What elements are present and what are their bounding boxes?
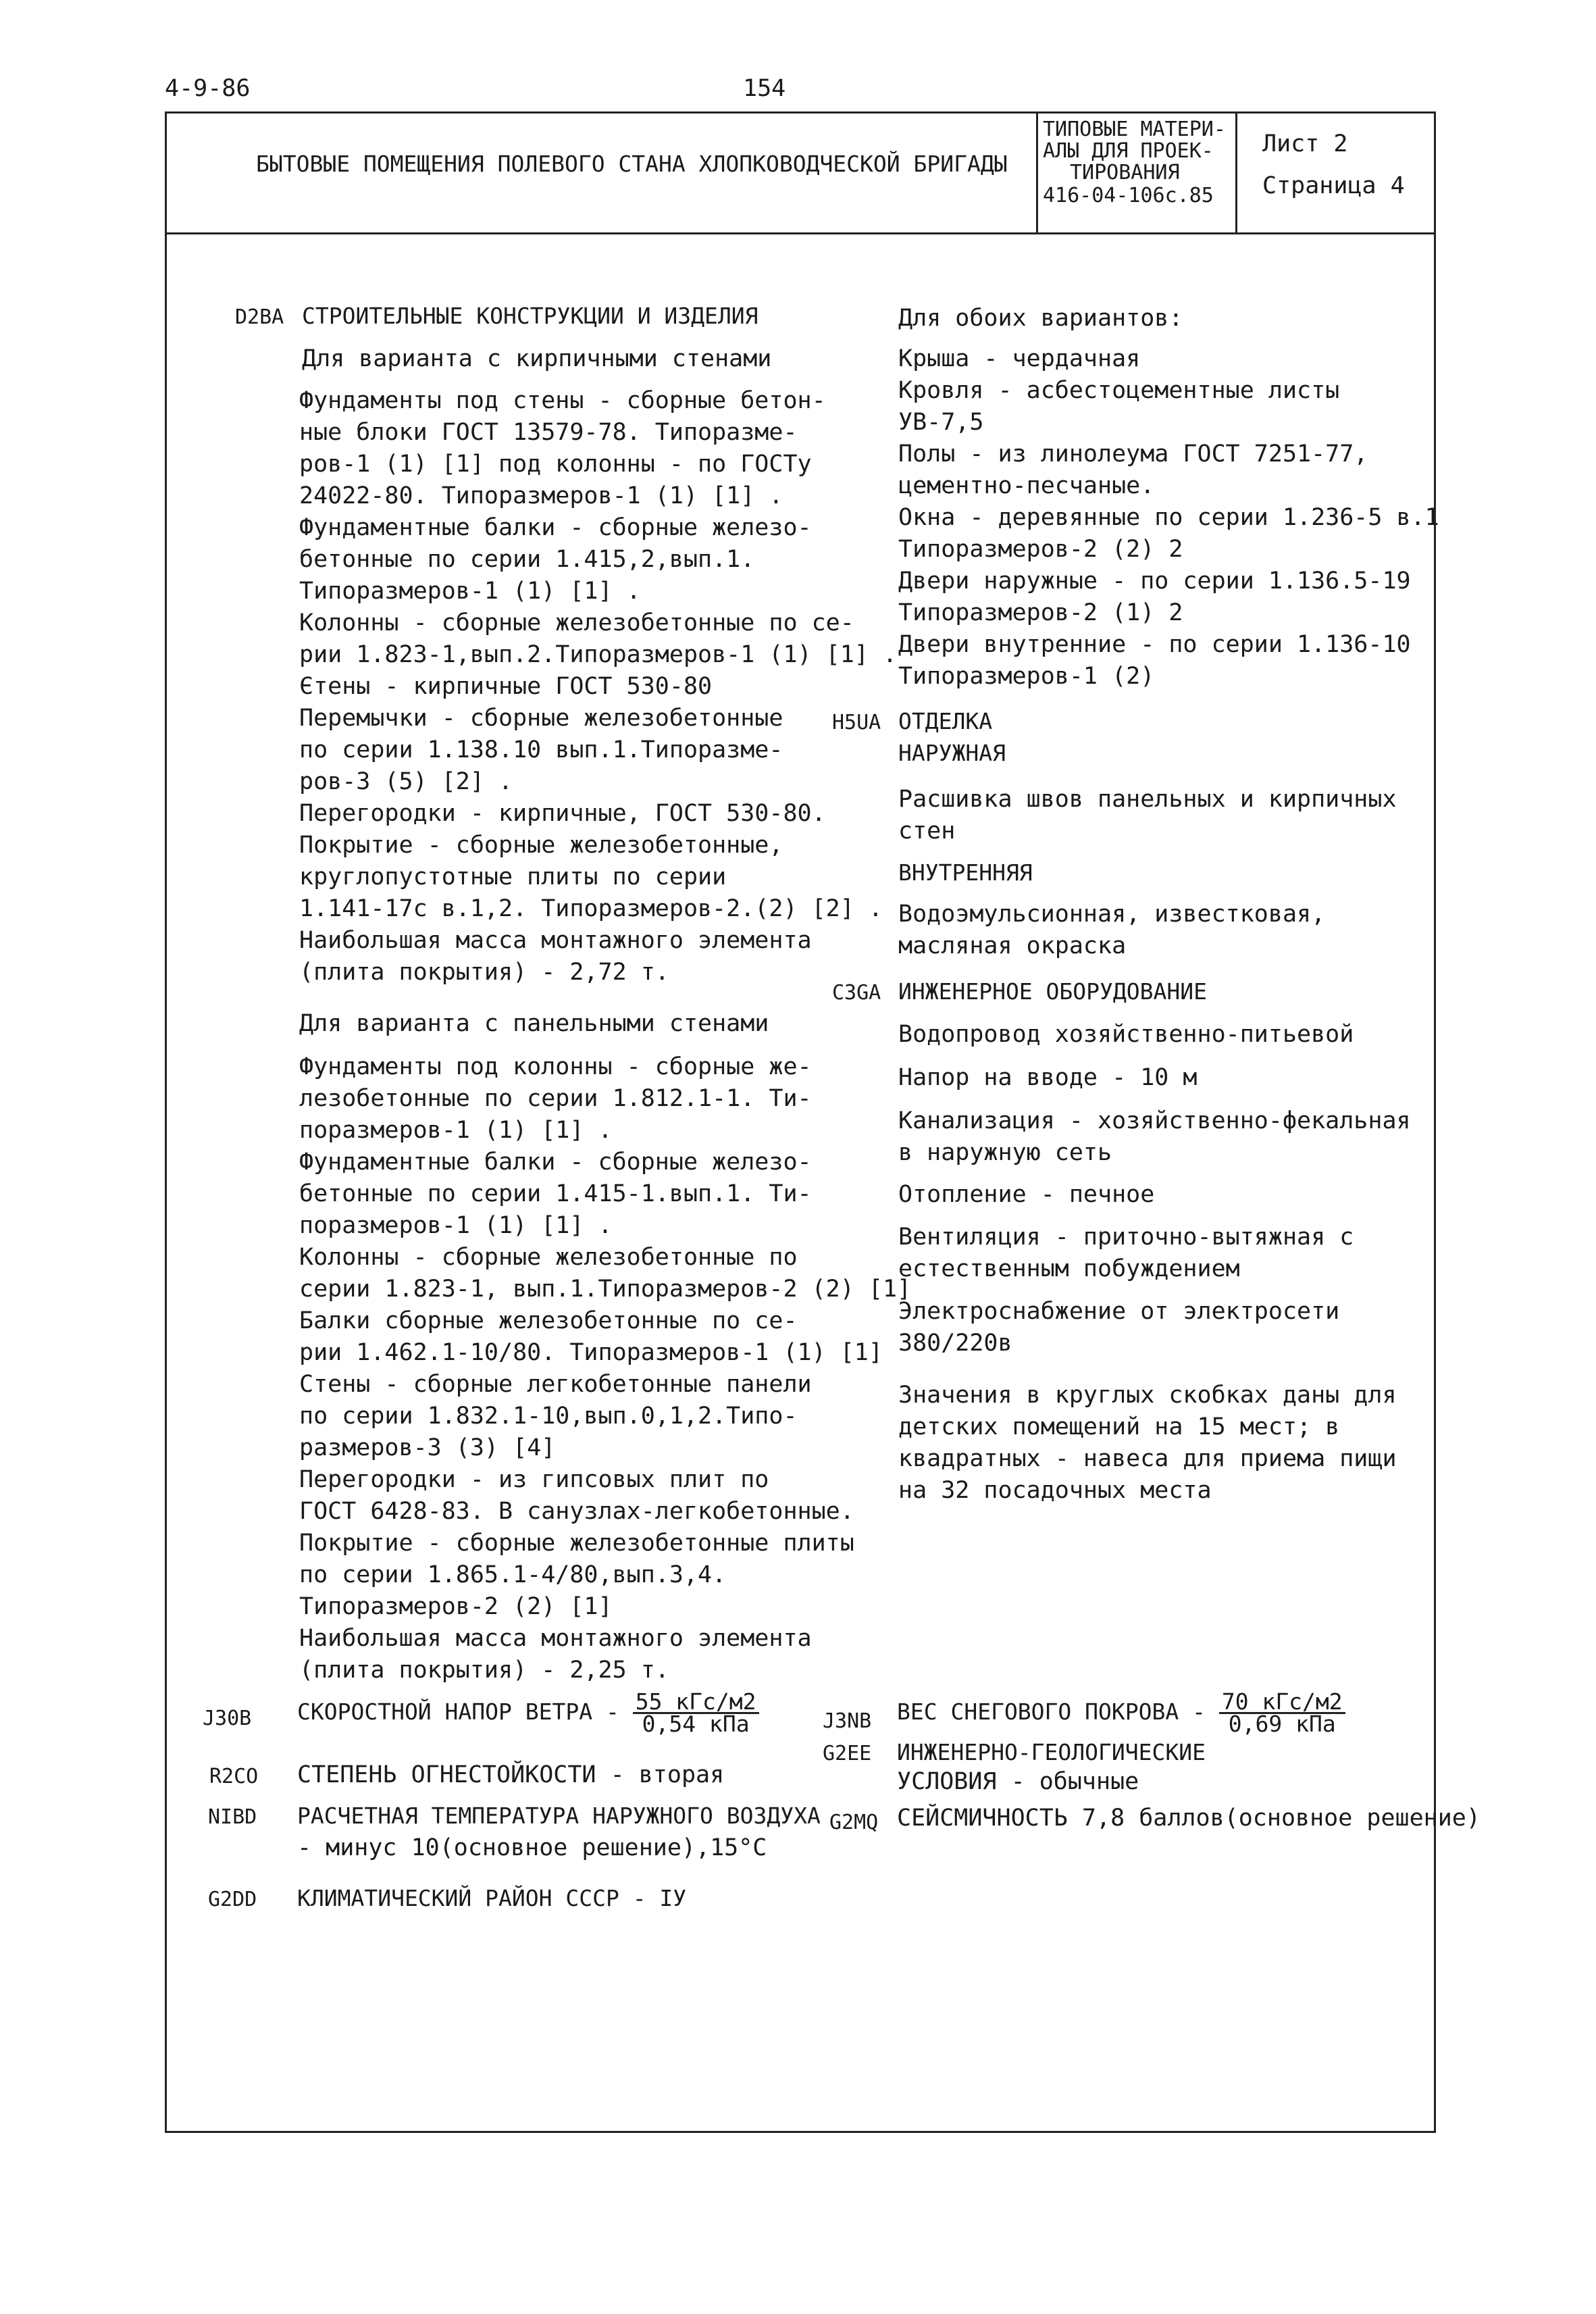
spec-line: 24022-80. Типоразмеров-1 (1) [1] . — [299, 482, 783, 509]
sheet-label: Лист 2 — [1262, 130, 1348, 157]
parameter-label: ВЕС СНЕГОВОГО ПОКРОВА - — [897, 1699, 1206, 1725]
document-code: 4-9-86 — [165, 75, 251, 102]
spec-line: Фундаменты под колонны - сборные же- — [299, 1053, 812, 1080]
parameter-code: J3NB — [823, 1709, 872, 1733]
spec-line: Канализация - хозяйственно-фекальная — [898, 1107, 1411, 1134]
spec-line: Двери наружные - по серии 1.136.5-19 — [898, 568, 1411, 595]
spec-line: Перегородки - из гипсовых плит по — [299, 1466, 769, 1493]
spec-line: Двери внутренние - по серии 1.136-10 — [898, 631, 1411, 658]
footnote — [898, 1380, 1397, 1507]
spec-line: (плита покрытия) - 2,72 т. — [299, 959, 669, 986]
inner-finish — [898, 899, 1325, 962]
subsection-heading: Для варианта с панельными стенами — [299, 1010, 769, 1037]
subsection-heading: Для варианта с кирпичными стенами — [302, 345, 772, 372]
spec-line: Типоразмеров-2 (2) 2 — [898, 536, 1183, 563]
spec-line: Типоразмеров-1 (1) [1] . — [299, 578, 641, 605]
spec-line: Покрытие - сборные железобетонные плиты — [299, 1530, 854, 1557]
spec-line: по серии 1.138.10 вып.1.Типоразме- — [299, 736, 783, 763]
parameter-code: NIBD — [208, 1805, 257, 1829]
spec-line: УВ-7,5 — [898, 409, 984, 436]
spec-line: Наибольшая масса монтажного элемента — [299, 1625, 812, 1652]
section-title: ИНЖЕНЕРНОЕ ОБОРУДОВАНИЕ — [898, 978, 1207, 1005]
spec-line: Типоразмеров-2 (2) [1] — [299, 1593, 613, 1620]
spec-line: серии 1.823-1, вып.1.Типоразмеров-2 (2) [1] — [299, 1276, 912, 1303]
spec-line: Балки сборные железобетонные по се- — [299, 1307, 798, 1334]
spec-line: 380/220в — [898, 1330, 1012, 1357]
section-title: ОТДЕЛКА — [898, 708, 993, 734]
page-number: 154 — [743, 75, 786, 102]
spec-line: Электроснабжение от электросети — [898, 1298, 1340, 1325]
parameter-label: СКОРОСТНОЙ НАПОР ВЕТРА - — [297, 1699, 619, 1725]
spec-line: Перемычки - сборные железобетонные — [299, 705, 783, 732]
spec-line: ров-1 (1) [1] под колонны - по ГОСТу — [299, 451, 812, 478]
spec-line: ров-3 (5) [2] . — [299, 768, 513, 795]
document-title: БЫТОВЫЕ ПОМЕЩЕНИЯ ПОЛЕВОГО СТАНА ХЛОПКОВОДЧЕСКОЙ БРИГАДЫ — [256, 151, 1008, 177]
spec-line: масляная окраска — [898, 932, 1127, 959]
brick-variant-spec — [299, 385, 897, 988]
series-number: 416-04-106с.85 — [1043, 184, 1214, 207]
outdoor-temperature-value: - минус 10(основное решение),15°С — [297, 1834, 767, 1861]
spec-line: по серии 1.832.1-10,вып.0,1,2.Типо- — [299, 1403, 798, 1430]
spec-line: 1.141-17с в.1,2. Типоразмеров-2.(2) [2] . — [299, 895, 883, 922]
spec-line: поразмеров-1 (1) [1] . — [299, 1117, 613, 1144]
outdoor-temperature-title: РАСЧЕТНАЯ ТЕМПЕРАТУРА НАРУЖНОГО ВОЗДУХА — [297, 1803, 821, 1829]
footnote-line: на 32 посадочных места — [898, 1477, 1212, 1504]
common-spec — [898, 343, 1439, 693]
sewer-spec — [898, 1105, 1411, 1169]
spec-line: Стены - сборные легкобетонные панели — [299, 1371, 812, 1398]
spec-line: Фундаментные балки - сборные железо- — [299, 514, 812, 541]
parameter-code: G2DD — [208, 1888, 257, 1911]
spec-line: Покрытие - сборные железобетонные, — [299, 832, 783, 859]
spec-line: Типоразмеров-2 (1) 2 — [898, 599, 1183, 626]
geology-value: УСЛОВИЯ - обычные — [897, 1768, 1139, 1795]
title-block-divider — [1036, 111, 1038, 232]
spec-line: Фундаменты под стены - сборные бетон- — [299, 387, 826, 414]
spec-line: Типоразмеров-1 (2) — [898, 663, 1155, 690]
spec-line: естественным побуждением — [898, 1255, 1240, 1282]
spec-line: по серии 1.865.1-4/80,вып.3,4. — [299, 1561, 727, 1588]
spec-line: Напор на вводе - 10 м — [898, 1064, 1198, 1091]
series-line: ТИПОВЫЕ МАТЕРИ- — [1043, 118, 1226, 141]
page-label: Страница 4 — [1262, 172, 1405, 199]
seismicity: СЕЙСМИЧНОСТЬ 7,8 баллов(основное решение) — [897, 1805, 1481, 1832]
spec-line: Кровля - асбестоцементные листы — [898, 377, 1340, 404]
geology-title: ИНЖЕНЕРНО-ГЕОЛОГИЧЕСКИЕ — [897, 1739, 1206, 1765]
wind-pressure — [297, 1688, 759, 1737]
parameter-code: J30B — [203, 1707, 252, 1730]
subsection-title: НАРУЖНАЯ — [898, 740, 1006, 766]
footnote-line: Значения в круглых скобках даны для — [898, 1382, 1397, 1409]
snow-load — [897, 1688, 1345, 1737]
climate-region: КЛИМАТИЧЕСКИЙ РАЙОН СССР - IУ — [297, 1885, 687, 1911]
spec-line: Колонны - сборные железобетонные по се- — [299, 609, 854, 636]
parameter-code: G2EE — [823, 1742, 872, 1765]
spec-line: Полы - из линолеума ГОСТ 7251-77, — [898, 441, 1368, 468]
spec-line: ные блоки ГОСТ 13579-78. Типоразме- — [299, 419, 798, 446]
spec-line: ГОСТ 6428-83. В санузлах-легкобетонные. — [299, 1498, 854, 1525]
series-line: АЛЫ ДЛЯ ПРОЕК- — [1043, 139, 1214, 163]
title-block — [165, 111, 1436, 234]
snow-load-value: $\frac{\text{70 кГс/м2}}{\text{0,69 кПа}}$ — [1219, 1692, 1345, 1734]
spec-line: лезобетонные по серии 1.812.1-1. Ти- — [299, 1085, 812, 1112]
spec-line: в наружную сеть — [898, 1139, 1112, 1166]
spec-line: Єтены - кирпичные ГОСТ 530-80 — [299, 673, 713, 700]
fire-resistance: СТЕПЕНЬ ОГНЕСТОЙКОСТИ - вторая — [297, 1761, 725, 1788]
spec-line: Колонны - сборные железобетонные по — [299, 1244, 798, 1271]
spec-line: Расшивка швов панельных и кирпичных — [898, 786, 1397, 813]
section-code: D2BA — [235, 305, 284, 329]
subsection-title: ВНУТРЕННЯЯ — [898, 859, 1033, 886]
spec-line: круглопустотные плиты по серии — [299, 863, 727, 890]
title-block-divider — [1235, 111, 1237, 232]
footnote-line: детских помещений на 15 мест; в — [898, 1413, 1340, 1440]
spec-line: поразмеров-1 (1) [1] . — [299, 1212, 613, 1239]
subsection-heading: Для обоих вариантов: — [898, 305, 1183, 332]
spec-line: цементно-песчаные. — [898, 472, 1155, 499]
footnote-line: квадратных - навеса для приема пищи — [898, 1445, 1397, 1472]
spec-line: Перегородки - кирпичные, ГОСТ 530-80. — [299, 800, 826, 827]
parameter-code: G2MQ — [829, 1811, 879, 1834]
parameter-code: R2CO — [209, 1765, 259, 1788]
section-code: H5UA — [832, 711, 881, 734]
spec-line: размеров-3 (3) [4] — [299, 1434, 556, 1461]
outer-finish — [898, 784, 1397, 847]
wind-pressure-value: $\frac{\text{55 кГс/м2}}{\text{0,54 кПа}}$ — [633, 1692, 759, 1734]
panel-variant-spec — [299, 1051, 911, 1686]
spec-line: рии 1.462.1-10/80. Типоразмеров-1 (1) [1] — [299, 1339, 883, 1366]
spec-line: стен — [898, 818, 956, 845]
spec-line: Водопровод хозяйственно-питьевой — [898, 1021, 1354, 1048]
spec-line: Вентиляция - приточно-вытяжная с — [898, 1224, 1354, 1251]
spec-line: Фундаментные балки - сборные железо- — [299, 1149, 812, 1176]
power-spec — [898, 1296, 1339, 1359]
spec-line: Водоэмульсионная, известковая, — [898, 901, 1326, 928]
section-code: C3GA — [832, 981, 881, 1005]
spec-line: Окна - деревянные по серии 1.236-5 в.1 — [898, 504, 1439, 531]
spec-line: бетонные по серии 1.415,2,вып.1. — [299, 546, 755, 573]
spec-line: бетонные по серии 1.415-1.вып.1. Ти- — [299, 1180, 812, 1207]
series-line: ТИРОВАНИЯ — [1070, 161, 1180, 184]
spec-line: (плита покрытия) - 2,25 т. — [299, 1657, 669, 1684]
spec-line: Крыша - чердачная — [898, 345, 1141, 372]
spec-line: Отопление - печное — [898, 1181, 1155, 1208]
spec-line: рии 1.823-1,вып.2.Типоразмеров-1 (1) [1] . — [299, 641, 898, 668]
spec-line: Наибольшая масса монтажного элемента — [299, 927, 812, 954]
section-title: СТРОИТЕЛЬНЫЕ КОНСТРУКЦИИ И ИЗДЕЛИЯ — [302, 303, 758, 329]
ventilation-spec — [898, 1222, 1354, 1285]
